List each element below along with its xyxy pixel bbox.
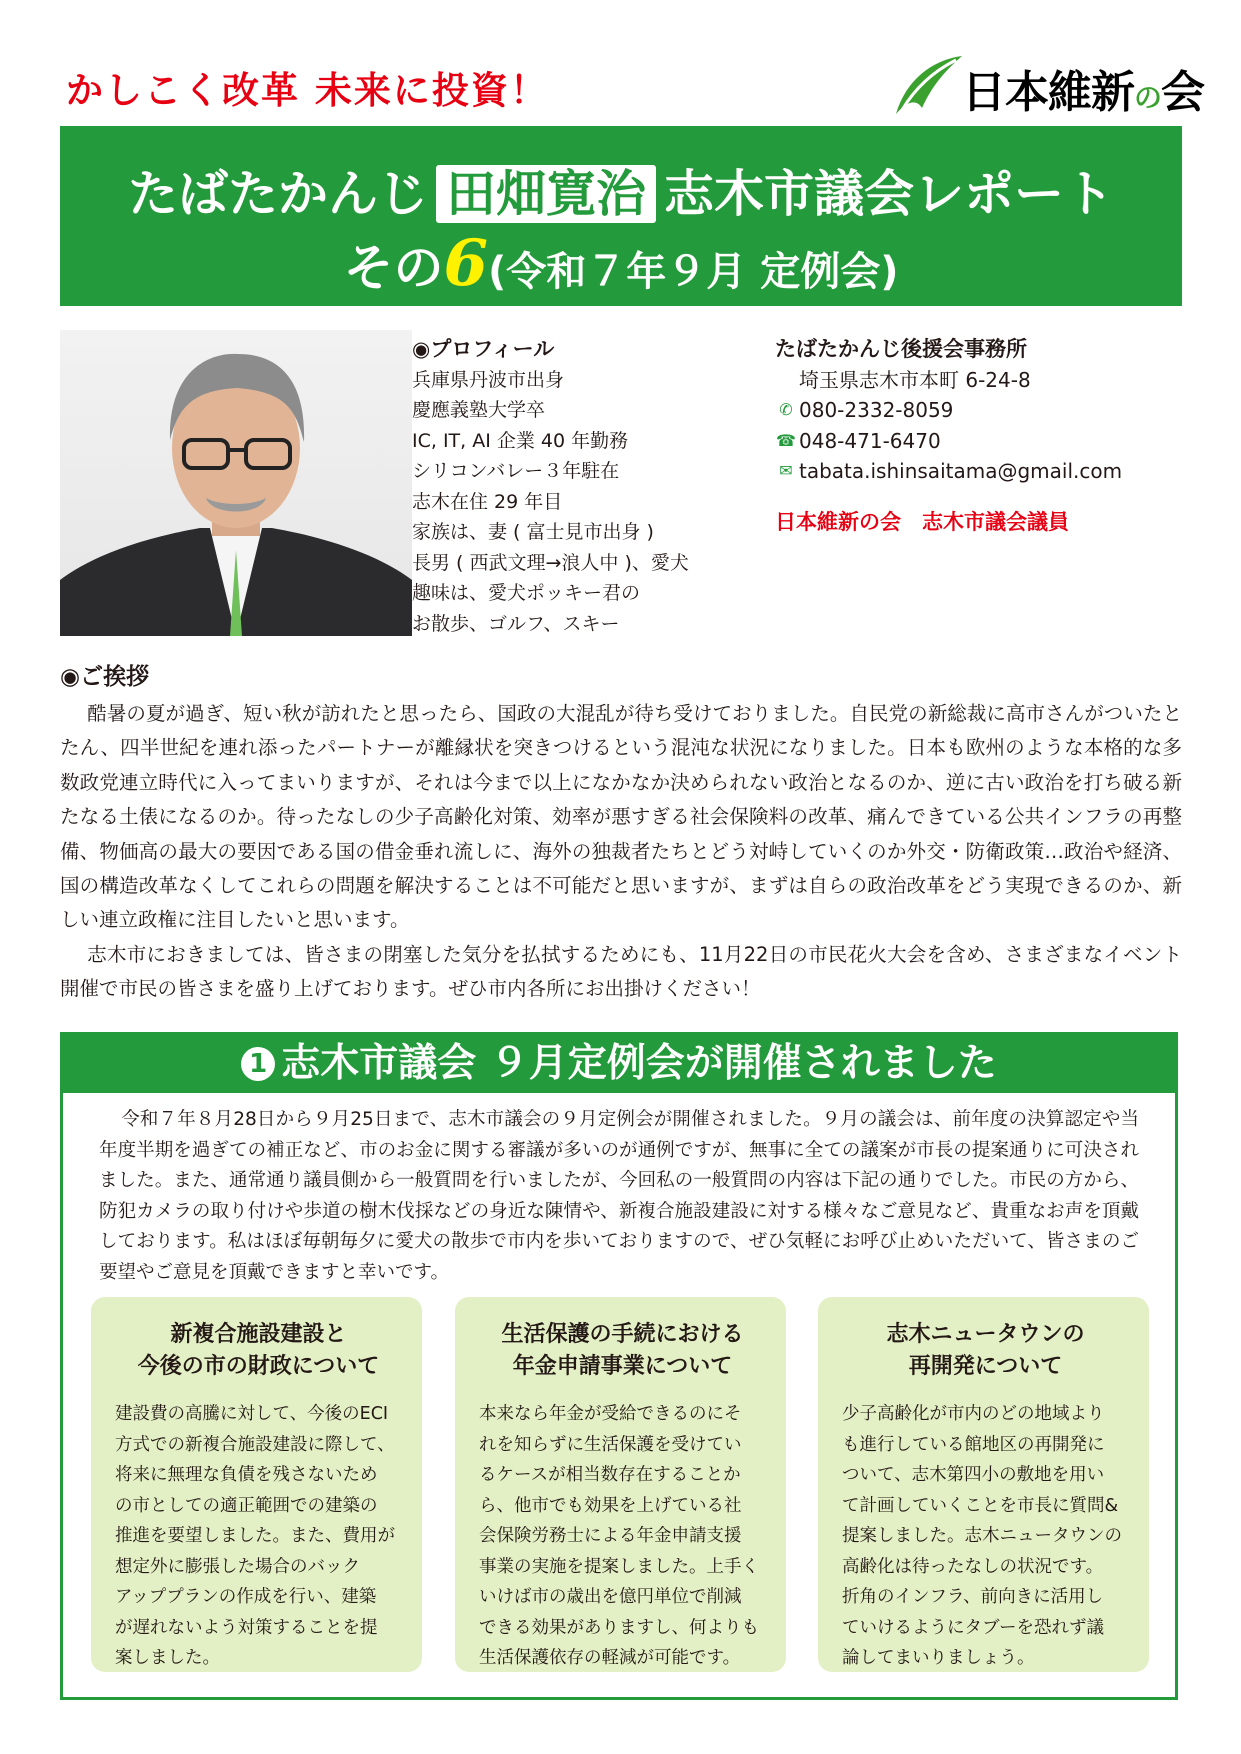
office-email-row [775, 456, 1195, 487]
session-label: (令和７年９月 定例会) [488, 249, 899, 295]
profile-line: お散歩、ゴルフ、スキー [412, 612, 620, 635]
title-banner [60, 126, 1182, 306]
profile-line: 趣味は、愛犬ポッキー君の [412, 582, 641, 604]
banner-title-line [60, 154, 1182, 226]
topic-card-facility [91, 1297, 422, 1672]
greeting-paragraph: 酷暑の夏が過ぎ、短い秋が訪れたと思ったら、国政の大混乱が待ち受けておりました。自民党の新総裁に高市さんがついたとたん、四半世紀を連れ添ったパートナーが離縁状を突きつけるという混沌な状況になりました。日本も欧州のような本格的な多数政党連立時代に入ってまいりますが、それは今まで以上になかなか決められない政治となるのか、逆に古い政治を打ち破る新たなる土俵になるのか。待ったなしの少子高齢化対策、効率が悪すぎる社会保険料の改革、痛んできている公共インフラの再整備、物価高の最大の要因である国の借金垂れ流しに、海外の独裁者たちとどう対峙していくのか外交・防衛政策…政治や経済、国の構造改革なくしてこれらの問題を解決することは不可能だと思いますが、まずは自らの政治改革をどう実現できるのか、新しい連立政権に注目したいと思います。 [60, 702, 1182, 932]
tagline: かしこく改革 未来に投資！ [66, 69, 549, 112]
greeting-heading: ◉ご挨拶 [60, 664, 150, 690]
profile-line: IC, IT, AI 企業 40 年勤務 [412, 429, 629, 452]
card-body: 本来なら年金が受給できるのにそ れを知らずに生活保護を受けてい るケースが相当数存在することか ら、他市でも効果を上げている社 会保険労務士による年金申請支援 事業の実施を提案しました。上手く いけば市の歳出を億円単位で削減 できる効果がありますし、何よりも 生活保護依存の軽減が可能です。 [479, 1404, 759, 1668]
party-title: 日本維新の会 志木市議会議員 [775, 509, 1069, 534]
profile-line: 志木在住 29 年目 [412, 490, 563, 513]
portrait-illustration-icon [60, 330, 412, 636]
mail-icon: ✉ [779, 461, 793, 480]
card-title: 志木ニュータウンの 再開発について [886, 1322, 1085, 1379]
office-email[interactable]: tabata.ishinsaitama@gmail.com [799, 459, 1123, 483]
profile-line: シリコンバレー３年駐在 [412, 460, 620, 482]
issue-number: 6 [443, 226, 489, 301]
leaf-logo-icon [892, 50, 964, 122]
party-logo [892, 50, 1205, 122]
office-address-row [775, 365, 1195, 396]
card-body: 建設費の高騰に対して、今後のECI 方式での新複合施設建設に際して、 将来に無理な負債を残さないため の市としての適正範囲での建築の 推進を要望しました。また、費用が 想定外に膨張した場合のバック アッププランの作成を行い、建築 が遅れないよう対策することを提 案しました。 [115, 1404, 395, 1668]
topic-card-newtown [818, 1297, 1149, 1672]
banner-issue-line [60, 226, 1182, 301]
portrait-photo [60, 330, 412, 636]
office-mobile-row [775, 395, 1195, 426]
name-kana: たばたかんじ [128, 165, 428, 223]
section-number-badge: 1 [241, 1047, 275, 1081]
topic-card-pension [455, 1297, 786, 1672]
office-block [775, 334, 1195, 537]
office-mobile[interactable]: 080-2332-8059 [799, 398, 954, 422]
profile-line: 慶應義塾大学卒 [412, 399, 546, 421]
card-title: 新複合施設建設と 今後の市の財政について [137, 1322, 380, 1379]
profile-block [412, 334, 742, 639]
section-title: 志木市議会 ９月定例会が開催されました [281, 1041, 997, 1086]
greeting-section [60, 658, 1182, 1007]
profile-heading: ◉プロフィール [412, 337, 555, 361]
greeting-paragraph: 志木市におきましては、皆さまの閉塞した気分を払拭するためにも、11月22日の市民花火大会を含め、さまざまなイベント開催で市民の皆さまを盛り上げております。ぜひ市内各所にお出掛けください！ [60, 942, 1182, 1001]
fax-icon: ☎ [776, 430, 796, 450]
sono-label: その [343, 239, 444, 297]
report-title: 志木市議会レポート [664, 165, 1114, 223]
office-fax-row [775, 426, 1195, 457]
card-body: 少子高齢化が市内のどの地域より も進行している館地区の再開発に ついて、志木第四小の敷地を用い て計画していくことを市長に質問& 提案しました。志木ニュータウンの 高齢化は待ったなしの状況です。 折角のインフラ、前向きに活用し ていけるようにタブーを恐れず議 論してまいりましょう。 [842, 1404, 1122, 1668]
card-title: 生活保護の手続における 年金申請事業について [501, 1322, 744, 1379]
office-address: 埼玉県志木市本町 6-24-8 [799, 367, 1031, 392]
party-logo-text: 日本維新の会 [962, 67, 1205, 118]
section-intro: 令和７年８月28日から９月25日まで、志木市議会の９月定例会が開催されました。９月の議会は、前年度の決算認定や当年度半期を過ぎての補正など、市のお金に関する審議が多いのが通例ですが、無事に全ての議案が市長の提案通りに可決されました。また、通常通り議員側から一般質問を行いましたが、今回私の一般質問の内容は下記の通りでした。市民の方から、防犯カメラの取り付けや歩道の樹木伐採などの身近な陳情や、新複合施設建設に対する様々なご意見など、貴重なお声を頂戴しております。私はほぼ毎朝毎夕に愛犬の散歩で市内を歩いておりますので、ぜひ気軽にお呼び止めいただいて、皆さまのご要望やご意見を頂戴できますと幸いです。 [99, 1109, 1139, 1283]
office-heading: たばたかんじ後援会事務所 [775, 337, 1027, 361]
profile-line: 長男 ( 西武文理→浪人中 )、愛犬 [412, 551, 689, 574]
profile-line: 兵庫県丹波市出身 [412, 368, 565, 391]
profile-line: 家族は、妻 ( 富士見市出身 ) [412, 521, 654, 543]
section-heading [63, 1035, 1175, 1093]
office-fax: 048-471-6470 [799, 428, 941, 453]
name-kanji-box: 田畑寛治 [436, 165, 656, 223]
phone-icon: ✆ [779, 400, 793, 419]
